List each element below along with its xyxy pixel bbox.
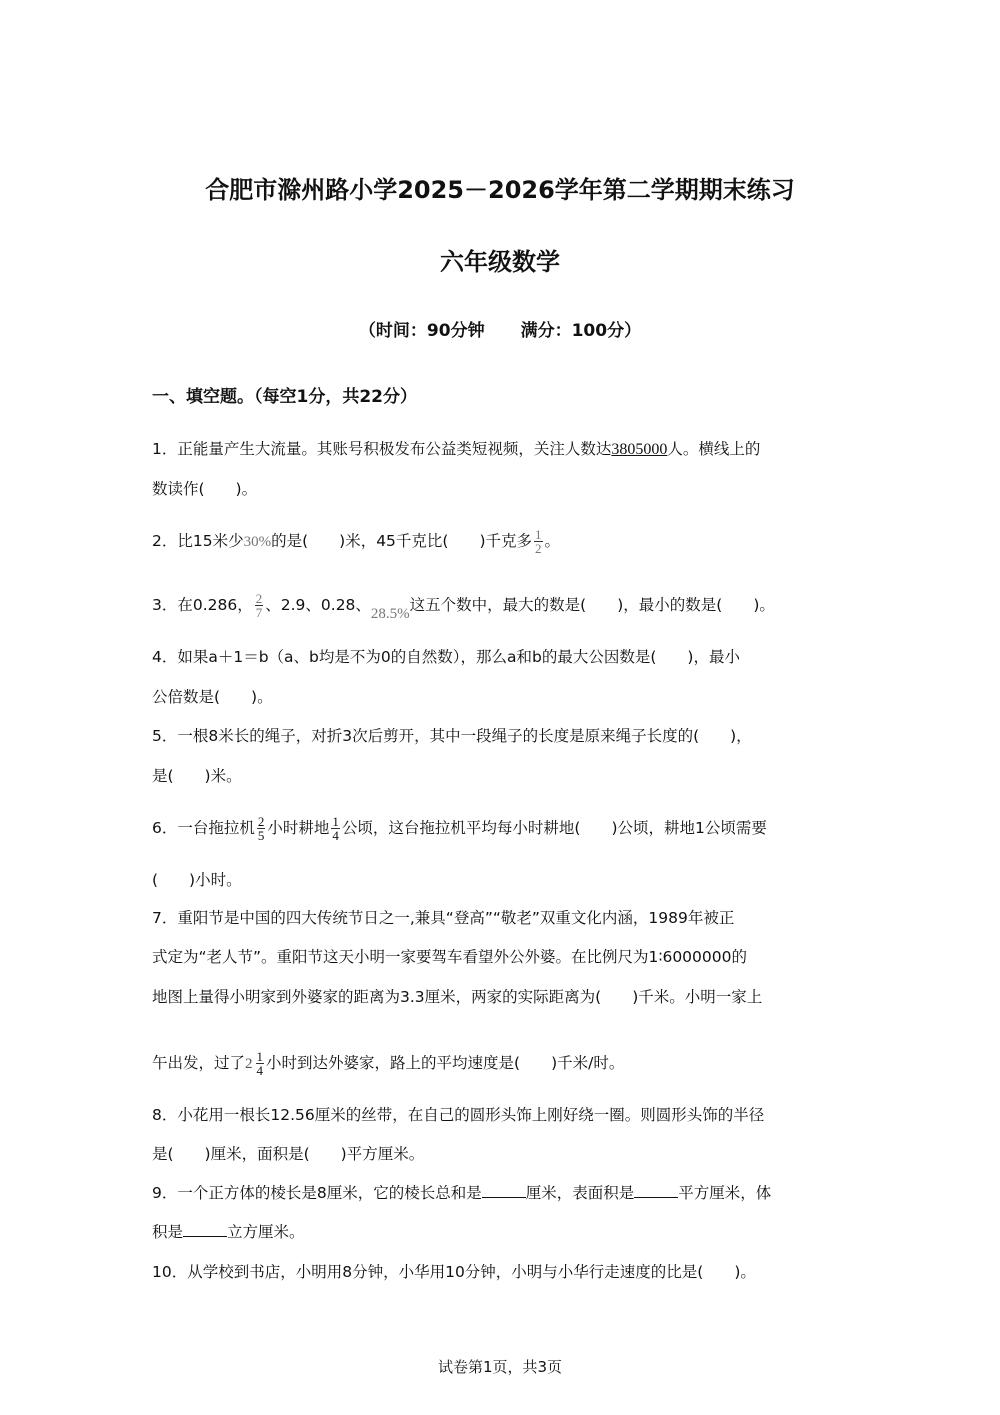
question-7-line-4: 午出发，过了 2 $\frac{1}{4}$ 小时到达外婆家，路上的平均速度是( )千米/时。 <box>152 1049 625 1078</box>
question-9-line-2: 积是 立方厘米。 <box>152 1223 305 1241</box>
score-info: 满分：100分） <box>520 321 642 341</box>
fraction: $\frac{1}{4}$ <box>332 814 339 843</box>
answer-blank <box>183 1222 227 1237</box>
question-8-line-1: 8．小花用一根长12.56厘米的丝带，在自己的圆形头饰上刚好绕一圈。则圆形头饰的半径 <box>152 1106 765 1124</box>
question-4-line-1: 4．如果a＋1＝b（a、b均是不为0的自然数），那么a和b的最大公因数是( )，最小 <box>152 648 740 666</box>
answer-blank <box>634 1183 678 1198</box>
question-7-line-3: 地图上量得小明家到外婆家的距离为3.3厘米，两家的实际距离为( )千米。小明一家上 <box>152 988 763 1006</box>
question-2: 2．比15米少30%的是( )米，45千克比( )千克多 $\frac{1}{2}$ 。 <box>152 527 561 556</box>
question-5-line-2: 是( )米。 <box>152 767 242 785</box>
exam-info <box>0 316 1000 341</box>
fraction: $\frac{2}{5}$ <box>257 814 265 843</box>
question-9-line-1: 9．一个正方体的棱长是8厘米，它的棱长总和是 厘米，表面积是 平方厘米，体 <box>152 1184 772 1202</box>
question-6-line-2: ( )小时。 <box>152 871 242 889</box>
exam-subtitle: 六年级数学 <box>440 248 560 276</box>
question-3: 3．在0.286， $\frac{2}{7}$ 、2.9、0.28、28.5%这五个数中，最大的数是( )，最小的数是( )。 <box>152 591 775 622</box>
percent-value: 30% <box>243 534 272 550</box>
question-1-line-2: 数读作( )。 <box>152 480 258 498</box>
fraction: $\frac{2}{7}$ <box>255 591 263 620</box>
answer-blank <box>482 1183 526 1198</box>
exam-title: 合肥市滁州路小学2025－2026学年第二学期期末练习 <box>205 176 795 204</box>
question-6-line-1: 6．一台拖拉机 $\frac{2}{5}$ 小时耕地 $\frac{1}{4}$ 公顷，这台拖拉机平均每小时耕地( )公顷，耕地1公顷需要 <box>152 814 767 843</box>
question-7-line-2: 式定为“老人节”。重阳节这天小明一家要驾车看望外公外婆。在比例尺为1∶6000000的 <box>152 948 747 966</box>
question-4-line-2: 公倍数是( )。 <box>152 688 273 706</box>
question-1-line-1: 1．正能量产生大流量。其账号积极发布公益类短视频，关注人数达3805000人。横线上的 <box>152 440 761 458</box>
percent-value: 28.5% <box>370 606 410 622</box>
mixed-number: 2 $\frac{1}{4}$ <box>245 1049 264 1078</box>
question-7-line-1: 7．重阳节是中国的四大传统节日之一,兼具“登高”“敬老”双重文化内涵，1989年被正 <box>152 909 735 927</box>
question-10: 10．从学校到书店，小明用8分钟，小华用10分钟，小明与小华行走速度的比是( )。 <box>152 1263 756 1281</box>
underlined-number: 3805000 <box>611 441 668 458</box>
question-8-line-2: 是( )厘米，面积是( )平方厘米。 <box>152 1145 425 1163</box>
time-info: （时间：90分钟 <box>358 321 485 341</box>
fraction: $\frac{1}{2}$ <box>535 527 542 556</box>
section-heading: 一、填空题。（每空1分，共22分） <box>152 387 417 407</box>
page-footer: 试卷第1页，共3页 <box>437 1358 563 1376</box>
question-5-line-1: 5．一根8米长的绳子，对折3次后剪开，其中一段绳子的长度是原来绳子长度的( )， <box>152 727 752 745</box>
